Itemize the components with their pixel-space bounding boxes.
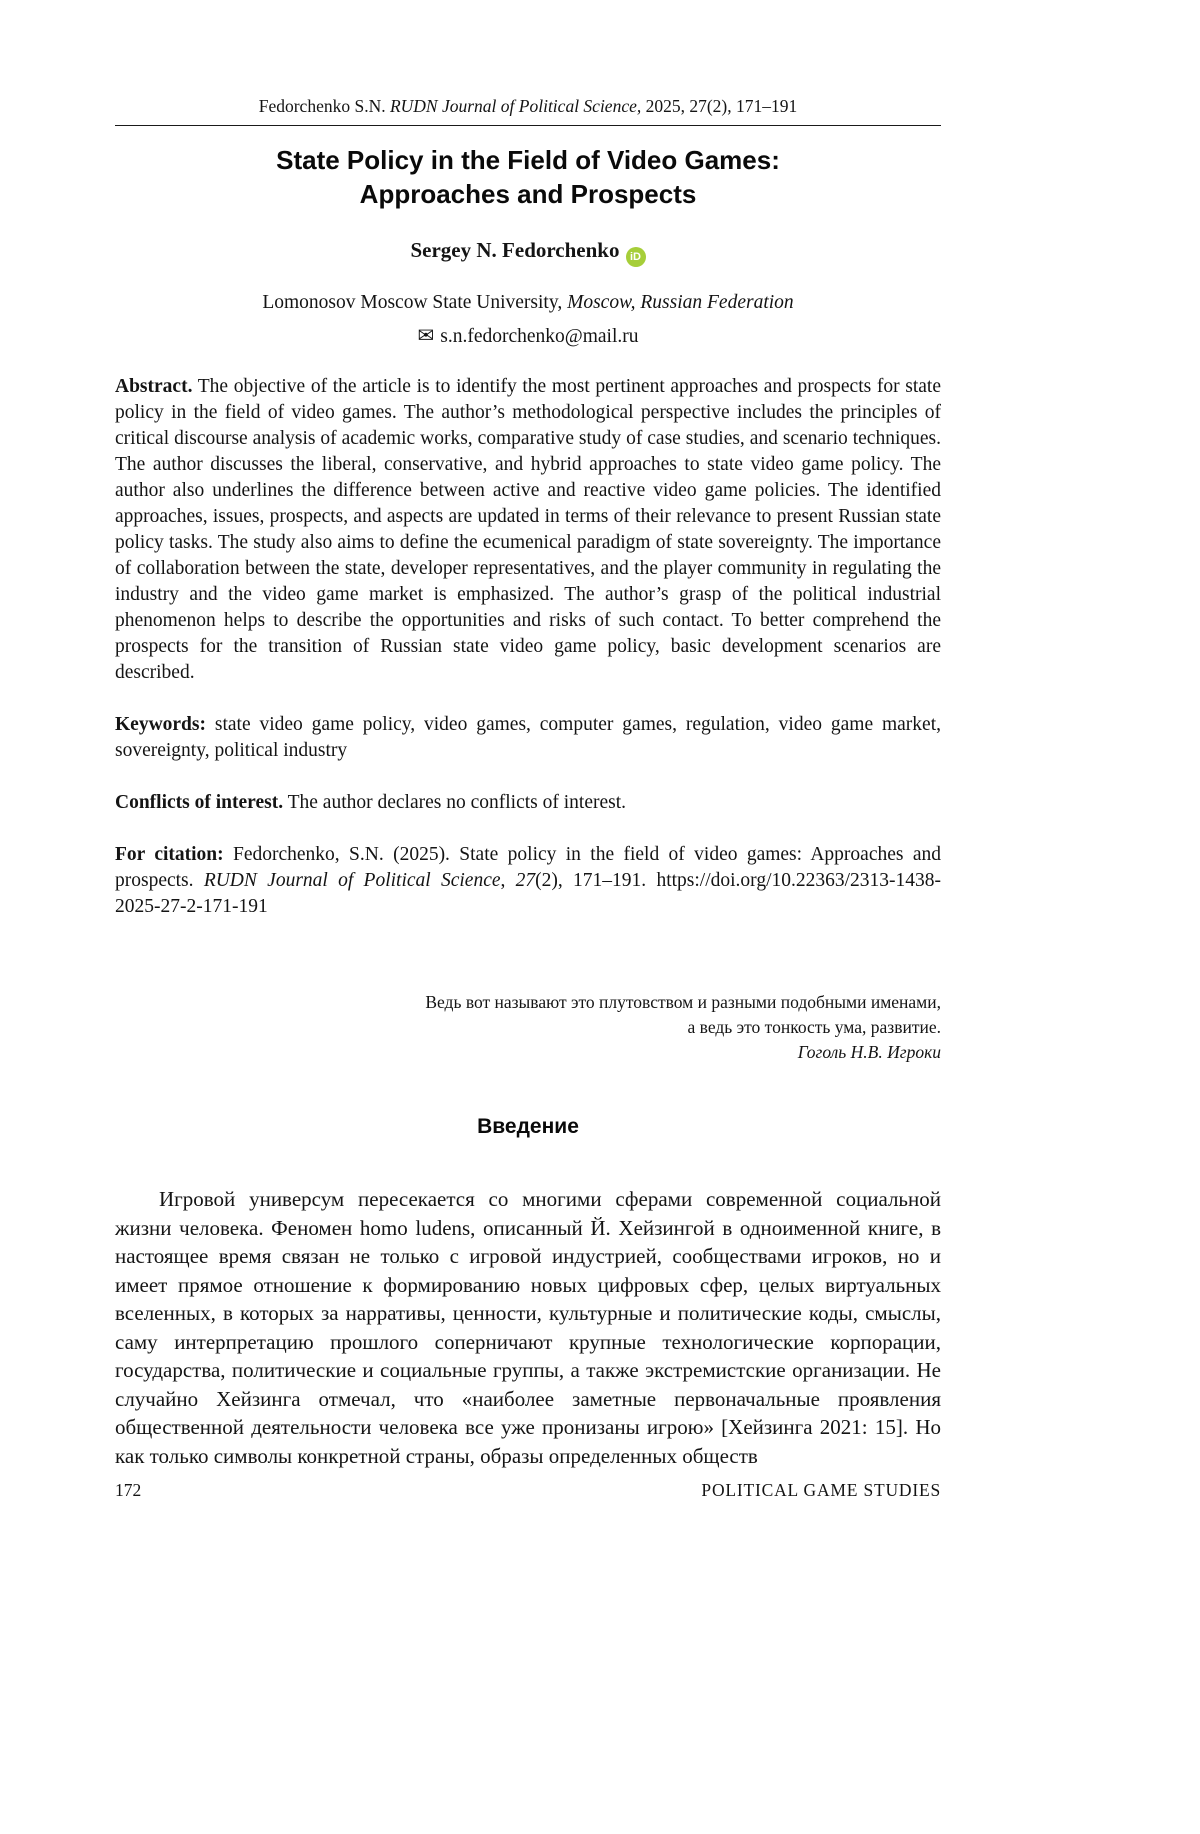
epigraph-attribution-row <box>115 1040 941 1065</box>
abstract-label: Abstract. <box>115 376 193 397</box>
affiliation <box>115 292 941 314</box>
epigraph-line1: Ведь вот называют это плутовством и разными подобными именами, <box>425 992 941 1012</box>
header-rule <box>115 125 941 126</box>
citation-separator: , <box>500 870 516 891</box>
article-title-line2: Approaches and Prospects <box>359 179 697 209</box>
conflicts-label: Conflicts of interest. <box>115 792 284 813</box>
article-title <box>115 143 941 211</box>
page-number: 172 <box>115 1480 142 1500</box>
author-name: Sergey N. Fedorchenko <box>410 238 620 262</box>
article-title-line1: State Policy in the Field of Video Games: <box>276 145 780 175</box>
citation-text-before: Fedorchenko, S.N. (2025). State policy in the field of video games: Approaches and prospects. <box>115 844 941 891</box>
running-header-issue: 2025, 27(2), 171–191 <box>641 96 798 116</box>
conflicts-paragraph <box>115 790 941 816</box>
keywords-label: Keywords: <box>115 714 206 735</box>
abstract-paragraph <box>115 374 941 686</box>
keywords-paragraph <box>115 712 941 764</box>
citation-journal-name: RUDN Journal of Political Science <box>203 870 501 891</box>
epigraph <box>115 990 941 1065</box>
epigraph-attribution: Гоголь Н.В. Игроки <box>797 1042 941 1062</box>
running-header-authors: Fedorchenko S.N. <box>258 96 390 116</box>
abstract-text: The objective of the article is to identify the most pertinent approaches and prospects for state policy in the field of video games. The author’s methodological perspective includes the principles of critical discourse analysis of academic works, comparative study of case studies, and scenario techniques. The author discusses the liberal, conservative, and hybrid approaches to state video game policy. The author also underlines the difference between active and reactive video game policies. The identified approaches, issues, prospects, and aspects are updated in terms of their relevance to present Russian state policy tasks. The study also aims to define the ecumenical paradigm of state sovereignty. The importance of collaboration between the state, developer representatives, and the player community in regulating the industry and the video game market is emphasized. The author’s grasp of the political industrial phenomenon helps to describe the opportunities and risks of such contact. To better comprehend the prospects for the transition of Russian state video game policy, basic development scenarios are described. <box>115 376 941 683</box>
page-content <box>115 0 941 1470</box>
running-footer-title: POLITICAL GAME STUDIES <box>701 1480 941 1500</box>
running-header-journal: RUDN Journal of Political Science, <box>389 96 642 116</box>
keywords-text: state video game policy, video games, computer games, regulation, video game market, sovereignty, political industry <box>115 714 941 761</box>
page-footer <box>115 1480 941 1501</box>
envelope-icon: ✉ <box>417 325 435 347</box>
email-line <box>115 323 941 348</box>
intro-paragraph: Игровой универсум пересекается со многими сферами современной социальной жизни человека. Феномен homo ludens, описанный Й. Хейзингой в одноименной книге, в настоящее время связан не только с игровой индустрией, сообществами игроков, но и имеет прямое отношение к формированию новых цифровых сфер, целых виртуальных вселенных, в которых за нарративы, ценности, культурные и политические коды, смыслы, саму интерпретацию прошлого соперничают крупные технологические корпорации, государства, политические и социальные группы, а также экстремистские организации. Не случайно Хейзинга отмечал, что «наиболее заметные первоначальные проявления общественной деятельности человека все уже пронизаны игрою» [Хейзинга 2021: 15]. Но как только символы конкретной страны, образы определенных обществ <box>115 1187 941 1468</box>
author-line <box>115 238 941 267</box>
citation-label: For citation: <box>115 844 224 865</box>
conflicts-text: The author declares no conflicts of interest. <box>283 792 627 813</box>
citation-text-after: (2), 171–191. https://doi.org/10.22363/2313-1438-2025-27-2-171-191 <box>115 870 942 917</box>
orcid-icon: iD <box>626 247 646 267</box>
email-address: s.n.fedorchenko@mail.ru <box>440 326 639 347</box>
citation-volume: 27 <box>515 870 536 891</box>
affiliation-location: Moscow, Russian Federation <box>567 292 794 313</box>
epigraph-line2: а ведь это тонкость ума, развитие. <box>687 1017 941 1037</box>
running-header <box>115 0 941 117</box>
citation-paragraph <box>115 842 941 920</box>
affiliation-institution: Lomonosov Moscow State University, <box>262 292 568 313</box>
section-heading-introduction: Введение <box>477 1115 579 1138</box>
